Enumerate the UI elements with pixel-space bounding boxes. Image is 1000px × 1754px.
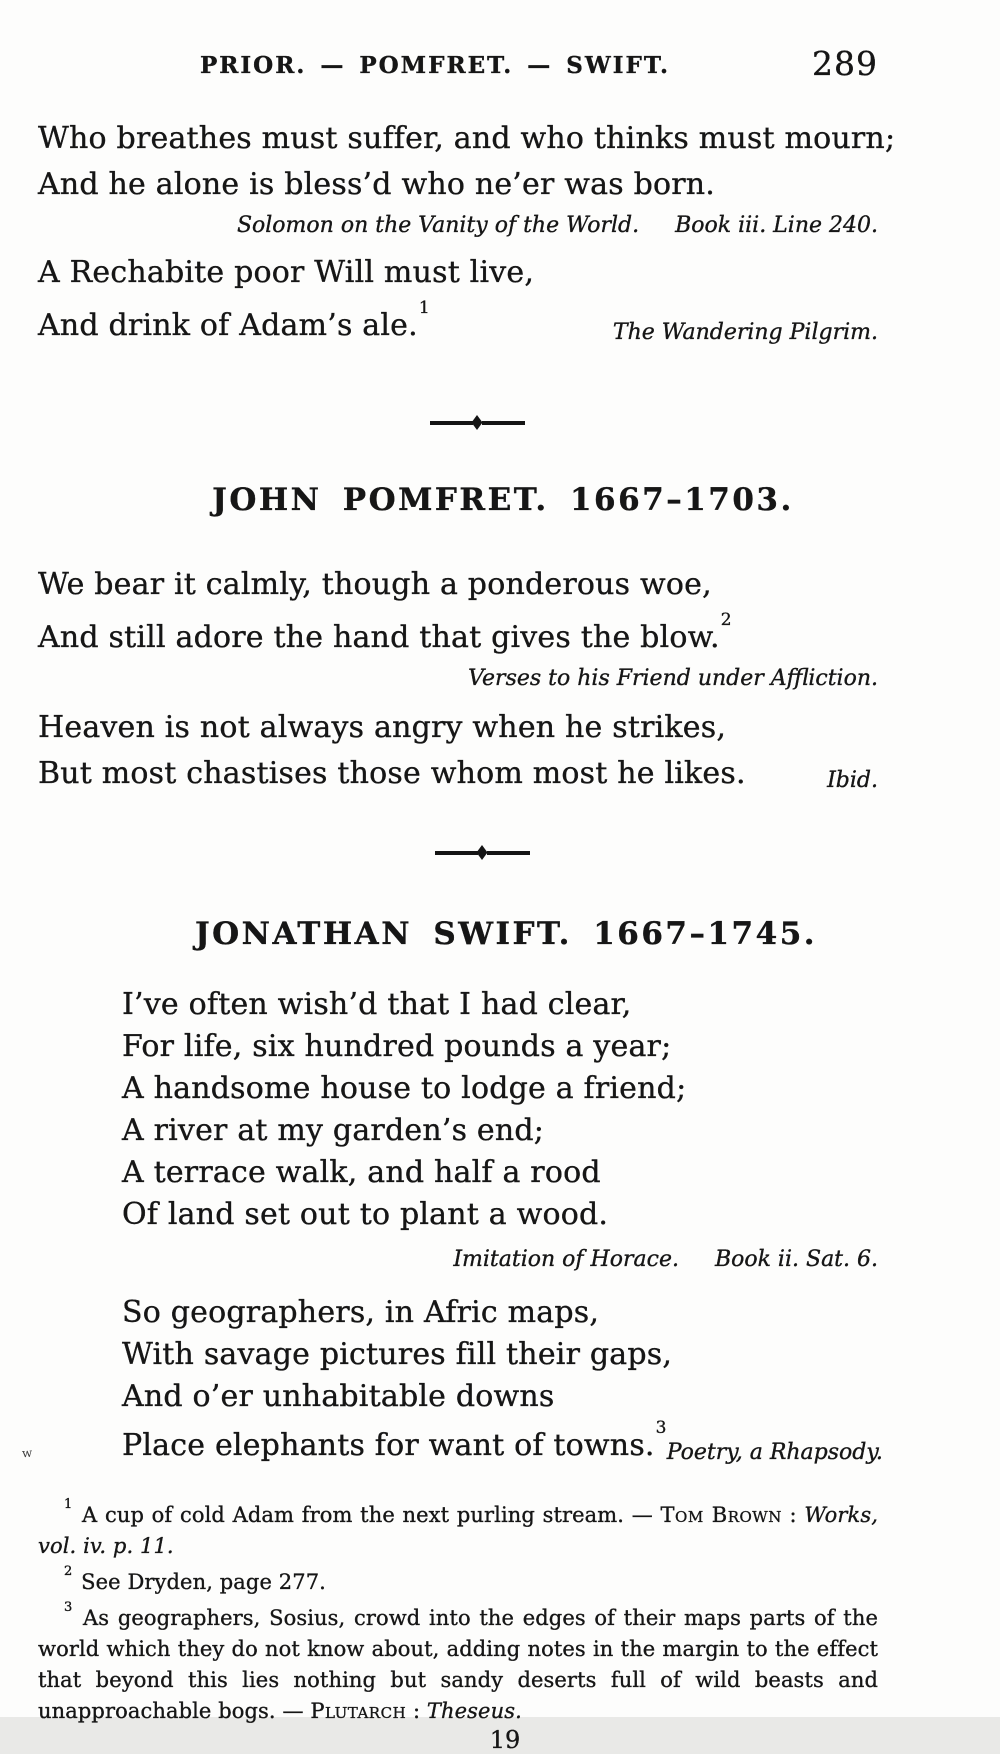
verse-line-with-attribution xyxy=(38,1418,883,1467)
footnote-text: As geographers, Sosius, crowd into the edges of their maps parts of the world which they do not know about, adding notes in the margin to the effect that beyond this lies nothing but sandy deserts full of wild beasts and unapproachable bogs. — xyxy=(38,1606,878,1723)
verse-text: And drink of Adam’s ale. xyxy=(38,308,418,343)
verse-line: Of land set out to plant a wood. xyxy=(122,1197,609,1232)
diamond-ornament-icon xyxy=(477,845,488,860)
diamond-ornament-icon xyxy=(472,415,483,430)
verse-line: A terrace walk, and half a rood xyxy=(122,1155,601,1190)
verse-line: And he alone is bless’d who ne’er was born. xyxy=(38,167,716,202)
attribution xyxy=(38,208,878,244)
folio-page-number: 19 xyxy=(489,1726,521,1754)
verse-text: Place elephants for want of towns. xyxy=(122,1428,655,1463)
quote-block-prior-1 xyxy=(38,116,896,244)
section-heading-pomfret: JOHN POMFRET. 1667–1703. xyxy=(212,482,794,518)
verse-line xyxy=(38,296,430,349)
footnote-1 xyxy=(38,1495,878,1562)
poem-block-swift-2 xyxy=(38,1292,883,1467)
verse-line: So geographers, in Afric maps, xyxy=(122,1295,600,1330)
section-divider xyxy=(430,415,525,430)
footnote-work-title: Theseus. xyxy=(426,1699,522,1723)
page-number: 289 xyxy=(812,44,878,83)
footnote-marker: 2 xyxy=(64,1564,73,1579)
verse-line-with-attribution xyxy=(38,751,878,797)
divider-rule xyxy=(487,851,530,855)
attribution-source: Imitation of Horace. xyxy=(453,1247,679,1272)
footnote-marker: 3 xyxy=(64,1600,73,1615)
attribution-source: Solomon on the Vanity of the World. xyxy=(236,213,640,238)
page-header xyxy=(38,0,878,88)
quote-block-pomfret-1 xyxy=(38,562,878,697)
footnote-ref: 2 xyxy=(720,610,732,630)
footnote-work-title: Works, vol. iv. p. 11. xyxy=(38,1503,878,1558)
verse-line: A Rechabite poor Will must live, xyxy=(38,255,535,290)
poem-block-swift-1 xyxy=(38,984,878,1278)
verse-line xyxy=(38,608,878,661)
attribution xyxy=(38,661,878,697)
verse-line: With savage pictures fill their gaps, xyxy=(122,1337,673,1372)
verse-line xyxy=(122,1418,667,1467)
attribution: The Wandering Pilgrim. xyxy=(612,320,878,345)
verse-line: I’ve often wish’d that I had clear, xyxy=(122,987,632,1022)
footnote-text: See Dryden, page 277. xyxy=(81,1570,326,1594)
footnote-ref: 3 xyxy=(655,1418,667,1438)
footnote-separator: : xyxy=(412,1699,421,1723)
footnote-separator: : xyxy=(789,1503,797,1527)
footnote-author: Tom Brown xyxy=(660,1503,782,1527)
verse-line: A handsome house to lodge a friend; xyxy=(122,1071,687,1106)
footnotes-section xyxy=(38,1495,878,1727)
verse-text: And still adore the hand that gives the blow. xyxy=(38,620,720,655)
attribution xyxy=(38,1242,878,1278)
footnote-2 xyxy=(38,1562,878,1598)
attribution: Ibid. xyxy=(827,768,878,793)
verse-line: And o’er unhabitable downs xyxy=(122,1379,555,1414)
section-heading-swift: JONATHAN SWIFT. 1667–1745. xyxy=(194,916,818,952)
running-head: PRIOR. — POMFRET. — SWIFT. xyxy=(200,52,670,79)
divider-rule xyxy=(430,421,473,425)
footnote-3 xyxy=(38,1598,878,1727)
attribution: Poetry, a Rhapsody. xyxy=(666,1440,883,1465)
divider-rule xyxy=(435,851,478,855)
verse-line: But most chastises those whom most he likes. xyxy=(38,756,746,791)
scan-artifact: w xyxy=(21,1445,33,1461)
quote-block-prior-2 xyxy=(38,250,878,349)
footnote-ref: 1 xyxy=(418,298,430,318)
footnote-marker: 1 xyxy=(64,1497,73,1512)
attribution-locator: Book iii. Line 240. xyxy=(675,213,878,238)
quote-block-pomfret-2 xyxy=(38,705,878,797)
attribution-locator: Book ii. Sat. 6. xyxy=(714,1247,878,1272)
verse-line: A river at my garden’s end; xyxy=(122,1113,545,1148)
verse-line-with-attribution xyxy=(38,296,878,349)
divider-rule xyxy=(482,421,525,425)
verse-line: Who breathes must suffer, and who thinks must mourn; xyxy=(38,121,896,156)
section-divider xyxy=(435,845,530,860)
verse-line: We bear it calmly, though a ponderous woe, xyxy=(38,567,712,602)
verse-line: For life, six hundred pounds a year; xyxy=(122,1029,672,1064)
footnote-text: A cup of cold Adam from the next purling stream. — xyxy=(82,1503,653,1527)
footnote-author: Plutarch xyxy=(310,1699,407,1723)
attribution-source: Verses to his Friend under Affliction. xyxy=(468,666,878,691)
verse-line: Heaven is not always angry when he strikes, xyxy=(38,710,727,745)
